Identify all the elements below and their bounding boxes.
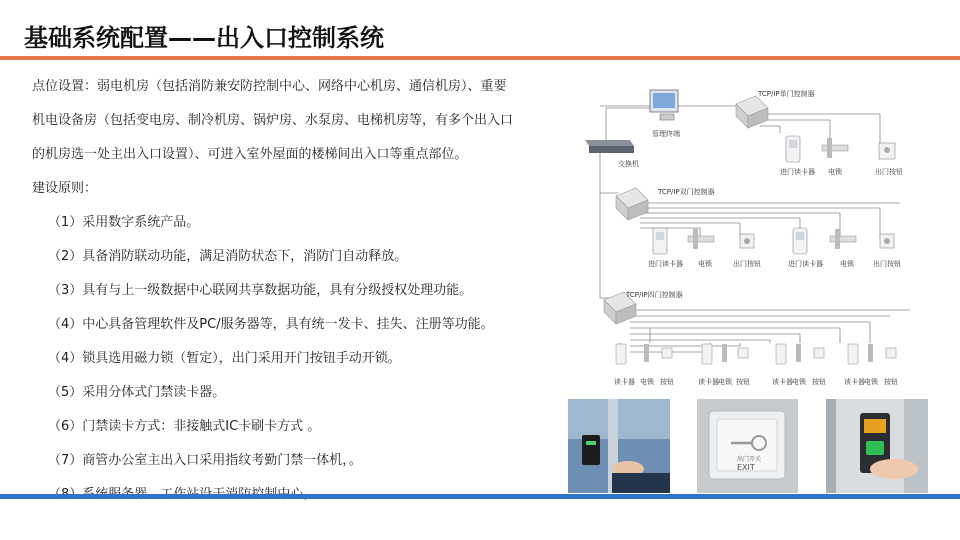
lock-label: 电锁 — [640, 378, 654, 386]
reader-icon — [616, 344, 626, 364]
lock-icon — [868, 344, 873, 362]
paragraph: 机电设备房（包括变电房、制冷机房、锅炉房、水泵房、电梯机房等，有多个出入口 — [32, 113, 514, 128]
exit-button-icon — [886, 348, 896, 358]
exit-button-icon — [814, 348, 824, 358]
lock-icon — [796, 344, 801, 362]
exit-button-icon — [738, 348, 748, 358]
principle-item: （7）商管办公室主出入口采用指纹考勤门禁一体机，。 — [48, 453, 362, 468]
exit-button-label: 按钮 — [736, 378, 750, 386]
reader-icon — [793, 228, 807, 254]
lock-label: 电锁 — [792, 378, 806, 386]
switch-label: 交换机 — [618, 160, 639, 168]
reader-label: 进门读卡器 — [788, 260, 823, 268]
paragraph: 建设原则： — [32, 181, 98, 196]
exit-button-icon — [880, 234, 894, 248]
quad-controller-label: TCP/IP四门控制器 — [626, 291, 683, 299]
reader-label: 读卡器 — [772, 378, 793, 386]
single-controller-icon — [736, 96, 768, 128]
exit-button-icon — [662, 348, 672, 358]
lock-label: 电锁 — [840, 260, 854, 268]
fingerprint-photo — [826, 399, 928, 493]
double-controller-icon — [616, 188, 648, 220]
terminal-label: 管理终端 — [652, 130, 680, 138]
principle-item: （6）门禁读卡方式：非接触式IC卡刷卡方式 。 — [48, 419, 321, 434]
single-controller-label: TCP/IP单门控制器 — [758, 90, 815, 98]
lock-icon — [822, 138, 848, 158]
exit-button-label: 出门按钮 — [873, 260, 901, 268]
lock-label: 电锁 — [864, 378, 878, 386]
reader-label: 读卡器 — [698, 378, 719, 386]
exit-button-label: 按钮 — [660, 378, 674, 386]
principle-item: （2）具备消防联动功能，满足消防状态下，消防门自动释放。 — [48, 249, 408, 264]
title-underline — [0, 56, 960, 60]
exit-button-photo — [697, 399, 798, 493]
double-controller-label: TCP/IP双门控制器 — [658, 188, 715, 196]
access-control-diagram — [580, 88, 920, 393]
paragraph: 点位设置：弱电机房（包括消防兼安防控制中心、网络中心机房、通信机房）、重要 — [32, 79, 507, 94]
lock-icon — [722, 344, 727, 362]
exit-button-caption: 出门开关 — [737, 456, 762, 463]
principle-item: （4）锁具选用磁力锁（暂定），出门采用开门按钮手动开锁。 — [48, 351, 401, 366]
exit-button-caption: EXIT — [737, 463, 755, 472]
lock-label: 电锁 — [698, 260, 712, 268]
reader-icon — [653, 228, 667, 254]
principle-item: （1）采用数字系统产品。 — [48, 215, 200, 230]
body-text — [32, 70, 562, 512]
exit-button-label: 出门按钮 — [733, 260, 761, 268]
reader-label: 读卡器 — [844, 378, 865, 386]
reader-icon — [776, 344, 786, 364]
lock-icon — [644, 344, 649, 362]
exit-button-label: 按钮 — [884, 378, 898, 386]
reader-icon — [848, 344, 858, 364]
slide-title: 基础系统配置——出入口控制系统 — [24, 24, 384, 52]
lock-label: 电锁 — [828, 168, 842, 176]
principle-item: （3）具有与上一级数据中心联网共享数据功能，具有分级授权处理功能。 — [48, 283, 473, 298]
reader-photo — [568, 399, 670, 493]
switch-icon — [585, 140, 634, 153]
exit-button-label: 按钮 — [812, 378, 826, 386]
reader-icon — [786, 136, 800, 162]
exit-button-label: 出门按钮 — [875, 168, 903, 176]
exit-button-icon — [740, 234, 754, 248]
paragraph: 的机房选一处主出入口设置）、可进入室外屋面的楼梯间出入口等重点部位。 — [32, 147, 468, 162]
lock-icon — [830, 229, 856, 249]
reader-icon — [702, 344, 712, 364]
footer-bar — [0, 494, 960, 499]
principle-item: （4）中心具备管理软件及PC/服务器等，具有统一发卡、挂失、注册等功能。 — [48, 317, 494, 332]
principle-item: （5）采用分体式门禁读卡器。 — [48, 385, 226, 400]
exit-button-icon — [879, 143, 895, 159]
reader-label: 进门读卡器 — [648, 260, 683, 268]
reader-label: 进门读卡器 — [780, 168, 815, 176]
terminal-icon — [650, 90, 678, 120]
lock-icon — [688, 229, 714, 249]
reader-label: 读卡器 — [614, 378, 635, 386]
lock-label: 电锁 — [718, 378, 732, 386]
